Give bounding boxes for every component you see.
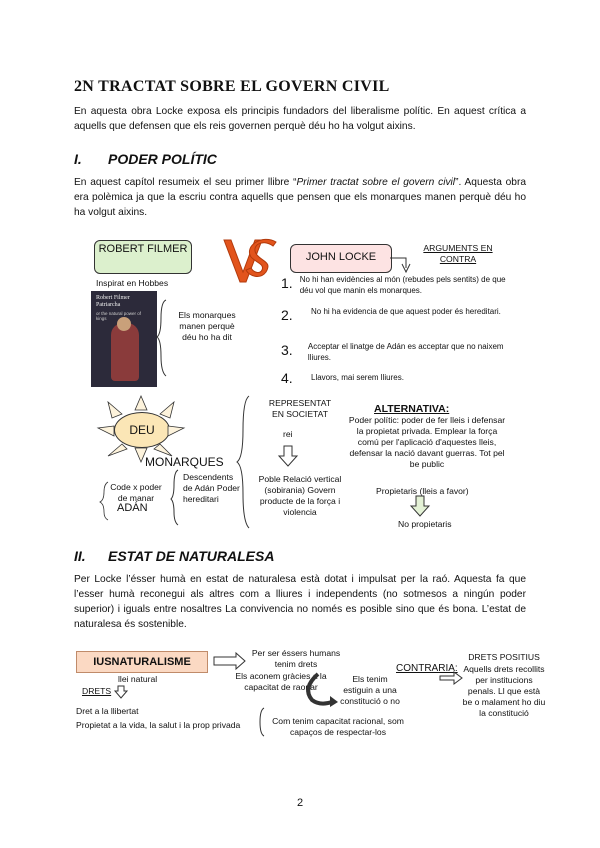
down-arrow-icon (411, 496, 429, 516)
alternativa-text: Poder polític: poder de fer lleis i defensar la propietat privada. Emplear la força comú per l'aplicació d'aquestes lleis, defensar la nació davant guerras. Tot pel be public (348, 415, 506, 469)
section-1-text-before: En aquest capítol resumeix el seu primer llibre “ (74, 177, 297, 188)
per-ser-note: Per ser éssers humans tenim drets (251, 648, 341, 669)
versus-icon (224, 239, 276, 282)
deu-oval: DEU (114, 412, 170, 448)
argument-item: 3. Acceptar el linatge de Adán es acceptar que no naixem lliures. (281, 342, 504, 362)
contraria-label: CONTRARIA: (396, 663, 458, 674)
page-title: 2N TRACTAT SOBRE EL GOVERN CIVIL (74, 78, 390, 95)
argument-item: 4. Llavors, mai serem lliures. (281, 370, 404, 386)
page-number: 2 (296, 797, 304, 809)
com-tenim-note: Com tenim capacitat racional, som capaços de respectar-los (272, 716, 404, 737)
descendents-note: Descendents de Adán Poder hereditari (183, 472, 240, 504)
rei-label: rei (283, 429, 293, 439)
els-tenim-note: Els tenim estiguin a una constitució o no (340, 674, 400, 706)
book-cover-subtitle: or the natural power of kings (96, 311, 142, 321)
section-2-title: ESTAT DE NATURALESA (108, 548, 275, 564)
drets-label: DRETS (82, 686, 112, 696)
down-arrow-icon (115, 686, 127, 698)
section-1-number: I. (74, 151, 82, 167)
drets-item-1: Dret a la llibertat (76, 706, 139, 716)
poble-note: Poble Relació vertical (sobirania) Govern producte de la força i violencia (258, 474, 342, 517)
filmer-box: ROBERT FILMER (94, 240, 192, 274)
filmer-caption: Inspirat en Hobbes (96, 278, 169, 288)
drets-positius-title: DRETS POSITIUS (468, 652, 540, 662)
argument-item: 2. No hi ha evidencia de que aquest poder és hereditari. (281, 307, 501, 323)
representat-label: REPRESENTAT EN SOCIETAT (268, 398, 332, 419)
contraria-arrow-icon (440, 672, 462, 684)
book-title-italic: Primer tractat sobre el govern civil (296, 177, 456, 188)
filmer-note: Els monarques manen perquè déu ho ha dit (178, 310, 236, 342)
monarques-label: MONARQUES (145, 455, 224, 469)
section-2-number: II. (74, 548, 86, 564)
llei-natural-label: llei natural (118, 674, 158, 684)
els-aconem-note: Els aconem gràcies a la capacitat de raonar (235, 671, 327, 692)
curved-arrow-icon (308, 674, 332, 704)
right-arrow-icon (214, 653, 245, 669)
propietaris-label: Propietaris (lleis a favor) (376, 486, 469, 496)
book-brace-icon (157, 300, 166, 376)
adan-label: ADÁN (117, 502, 148, 514)
arguments-title: ARGUMENTS EN CONTRA (423, 243, 493, 264)
down-arrow-icon (279, 446, 297, 466)
intro-paragraph: En aquesta obra Locke exposa els principis fundadors del liberalisme polític. En aquest crítica a aquells que defensen que els reis governen perquè déu ho ha volgut aixins. (74, 106, 526, 132)
argument-item: 1. No hi han evidències al món (rebudes pels sentits) de que déu vol que manin els monarques. (281, 275, 506, 295)
drets-positius-text: Aquells drets recollits per institucions penals. Ll que està be o malament ho diu la constitució (462, 664, 546, 718)
section-2-paragraph: Per Locke l’ésser humà en estat de naturalesa està dotat i impulsat per la raó. Aquesta fa que l’esser humà reconegui als altres com a lliures i independents (no sotmesos a ningún poder superior) i iguals entre nosaltres La convivencia no només es posible sino que és bona. L’estat de naturalesa és sostenible. (74, 574, 526, 630)
iusnaturalisme-box: IUSNATURALISME (76, 651, 208, 673)
sun-rays-icon (98, 396, 184, 462)
code-note: Code x poder de manar (110, 482, 162, 503)
drets-item-2: Propietat a la vida, la salut i la prop privada (76, 720, 241, 730)
no-propietaris-label: No propietaris (398, 519, 452, 529)
big-brace-icon (237, 396, 249, 528)
locke-box: JOHN LOCKE (290, 244, 392, 273)
book-cover-title: Robert Filmer Patriarcha (96, 295, 130, 308)
alternativa-title: ALTERNATIVA: (374, 403, 450, 415)
section-1-text-after: ”. Aquesta obra era polèmica ja que la escriu contra aquells que pensen que els monarques manen perquè déu ho ha volgut aixins. (74, 177, 527, 218)
section-1-title: PODER POLÍTIC (108, 151, 217, 167)
